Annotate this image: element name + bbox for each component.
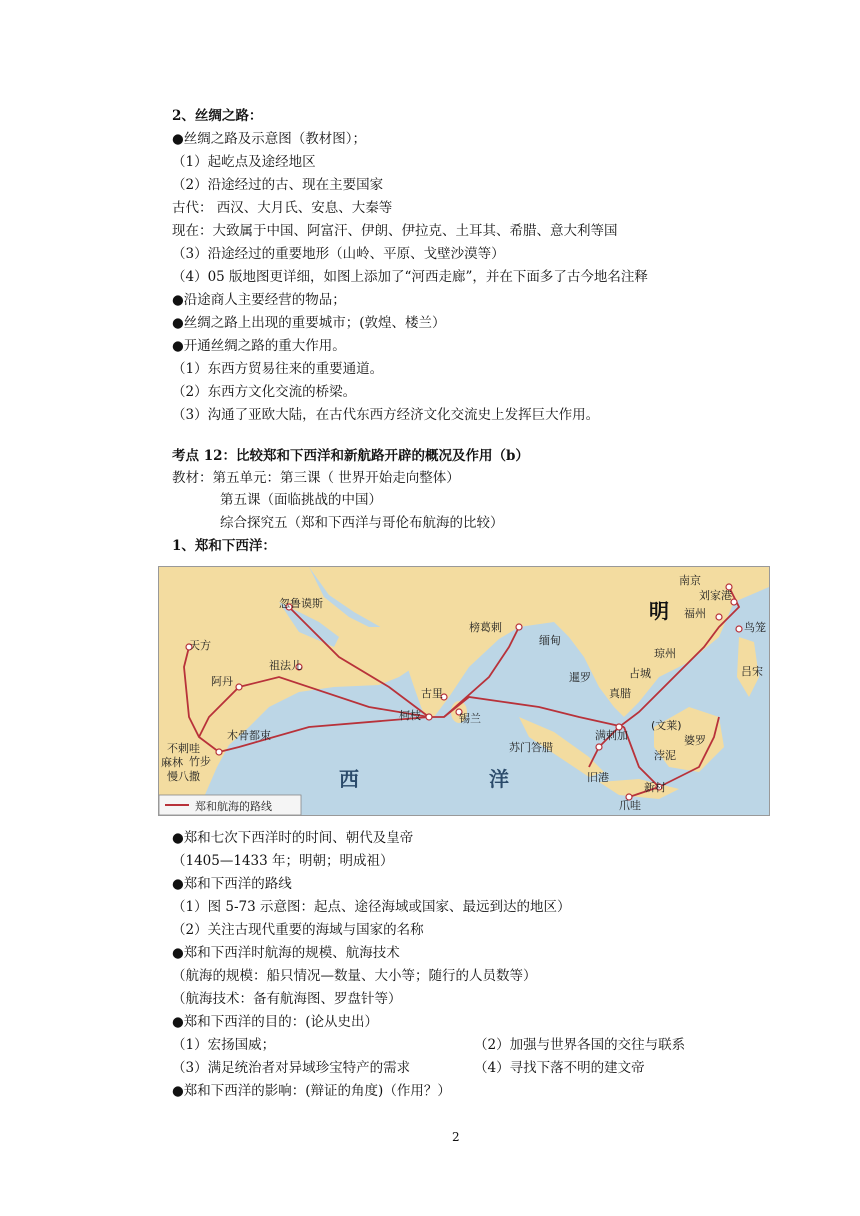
place-label: 福州 <box>684 607 706 620</box>
sea-label: 西 <box>339 767 359 791</box>
place-label: 柯枝 <box>399 709 421 722</box>
country-label: 明 <box>649 599 669 623</box>
page-number: 2 <box>452 1130 460 1144</box>
purpose-row <box>172 1037 275 1054</box>
place-label: 锡兰 <box>459 712 481 725</box>
place-label: 苏门答腊 <box>509 741 553 754</box>
place-label: 缅甸 <box>539 634 561 647</box>
purpose-item: （2）加强与世界各国的交往与联系 <box>474 1037 686 1053</box>
text-line: （2）东西方文化交流的桥梁。 <box>172 384 357 400</box>
section-heading-silk-road: 2、丝绸之路： <box>172 108 263 124</box>
map-legend-label: 郑和航海的路线 <box>195 800 272 813</box>
place-label: 暹罗 <box>569 671 591 684</box>
place-label: 榜葛剌 <box>469 621 502 634</box>
place-label: 爪哇 <box>619 799 641 812</box>
place-label: 刘家港 <box>699 589 732 602</box>
text-line: ●开通丝绸之路的重大作用。 <box>172 338 346 354</box>
map-graphic <box>159 567 769 815</box>
text-line: 古代： 西汉、大月氏、安息、大秦等 <box>172 200 393 216</box>
sea-label: 洋 <box>489 767 509 791</box>
place-label: 慢八撒 <box>167 770 200 783</box>
purpose-item: （4）寻找下落不明的建文帝 <box>474 1060 645 1076</box>
place-label: 占城 <box>629 667 651 680</box>
text-line: ●郑和七次下西洋时的时间、朝代及皇帝 <box>172 830 414 846</box>
textbook-line: 第五课（面临挑战的中国） <box>220 492 382 508</box>
place-label: 浡泥 <box>654 749 676 762</box>
text-line: （1）起屹点及途经地区 <box>172 154 316 170</box>
text-line: （航海技术：备有航海图、罗盘针等） <box>172 991 402 1007</box>
text-line: ●郑和下西洋的目的：(论从史出） <box>172 1014 379 1030</box>
textbook-line: 教材：第五单元：第三课（ 世界开始走向整体） <box>172 470 460 486</box>
place-label: 天方 <box>189 639 211 652</box>
place-label: 南京 <box>679 574 701 587</box>
place-label: 不剌哇 <box>167 742 200 755</box>
text-line: ●郑和下西洋的路线 <box>172 876 292 892</box>
place-label: 琼州 <box>654 647 676 660</box>
zhenghe-voyage-map <box>158 566 770 816</box>
text-line: （3）沟通了亚欧大陆，在古代东西方经济文化交流史上发挥巨大作用。 <box>172 407 600 423</box>
purpose-item: （1）宏扬国威； <box>172 1037 276 1053</box>
place-label: 麻林 <box>161 756 183 769</box>
text-line: （1405—1433 年；明朝；明成祖） <box>172 853 394 869</box>
text-line: ●沿途商人主要经营的物品； <box>172 292 346 308</box>
text-line: （3）沿途经过的重要地形（山岭、平原、戈壁沙漠等） <box>172 246 505 262</box>
place-label: 木骨都束 <box>227 729 271 742</box>
place-label: 祖法儿 <box>269 659 302 672</box>
place-label: 满剌加 <box>595 729 628 742</box>
text-line: ●郑和下西洋时航海的规模、航海技术 <box>172 945 400 961</box>
place-label: 阿丹 <box>211 675 233 688</box>
text-line: ●丝绸之路及示意图（教材图）； <box>172 131 367 147</box>
section-heading-point12: 考点 12：比较郑和下西洋和新航路开辟的概况及作用（b） <box>172 448 529 464</box>
text-line: 现在：大致属于中国、阿富汗、伊朗、伊拉克、土耳其、希腊、意大利等国 <box>172 223 618 239</box>
sub-heading-zhenghe: 1、郑和下西洋： <box>172 538 276 554</box>
place-label: 吕宋 <box>741 665 763 678</box>
place-label: 忽鲁谟斯 <box>279 597 323 610</box>
text-line: （2）关注古现代重要的海域与国家的名称 <box>172 922 424 938</box>
text-line: （航海的规模：船只情况—数量、大小等；随行的人员数等） <box>172 968 537 984</box>
place-label: 旧港 <box>587 771 609 784</box>
text-line: （1）图 5-73 示意图：起点、途径海域或国家、最远到达的地区） <box>172 899 571 915</box>
place-label: 真腊 <box>609 687 631 700</box>
text-line: （4）05 版地图更详细，如图上添加了“河西走廊”，并在下面多了古今地名注释 <box>172 269 648 285</box>
place-label: 婆罗 <box>684 734 706 747</box>
text-line: （2）沿途经过的古、现在主要国家 <box>172 177 384 193</box>
place-label: 竹步 <box>189 755 211 768</box>
text-line: ●郑和下西洋的影响：(辩证的角度)（作用？） <box>172 1083 451 1099</box>
text-line: （1）东西方贸易往来的重要通道。 <box>172 361 384 377</box>
text-line: ●丝绸之路上出现的重要城市；(敦煌、楼兰） <box>172 315 446 331</box>
place-label: 新村 <box>644 781 666 794</box>
place-label: (文莱) <box>651 719 682 732</box>
place-label: 鸟笼 <box>744 621 766 634</box>
place-label: 古里 <box>421 687 443 700</box>
purpose-item: （3）满足统治者对异域珍宝特产的需求 <box>172 1060 411 1076</box>
textbook-line: 综合探究五（郑和下西洋与哥伦布航海的比较） <box>220 515 504 531</box>
